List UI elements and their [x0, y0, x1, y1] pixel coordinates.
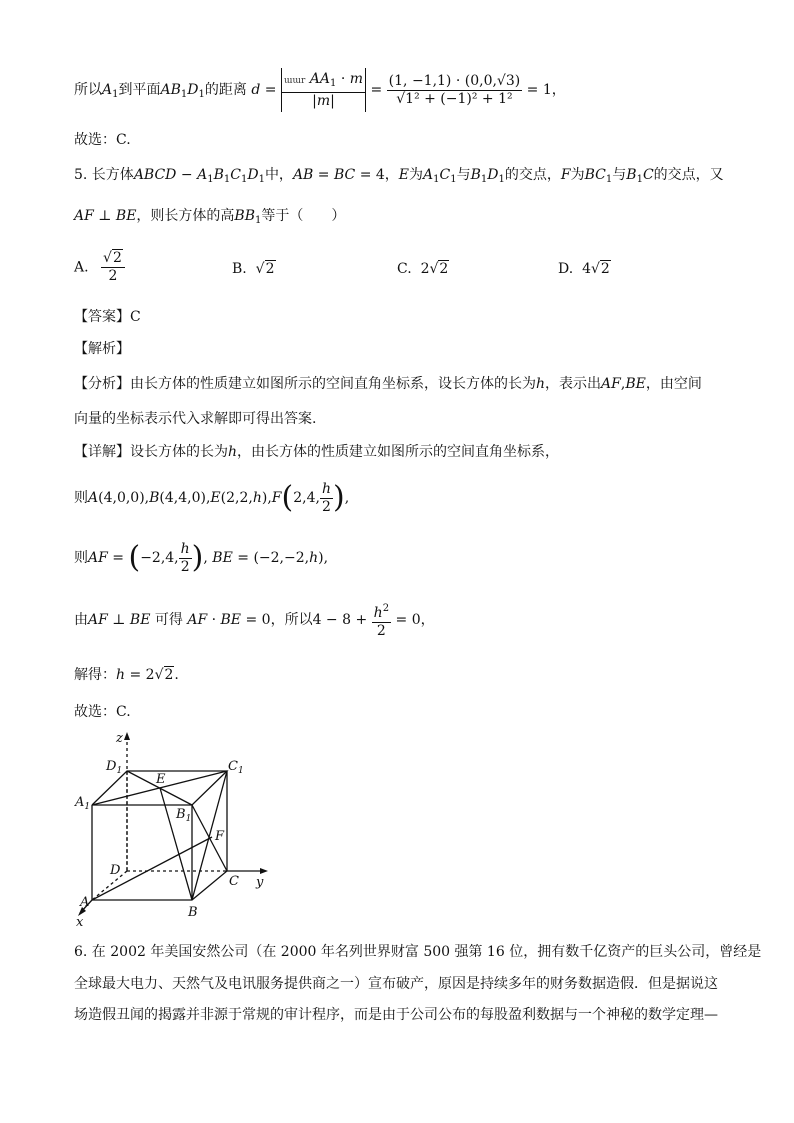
coords-line: 则A(4,0,0),B(4,4,0),E(2,2,h),F(2,4, $\frac{h}{2}$ ), — [74, 480, 350, 515]
svg-text:A: A — [80, 895, 90, 910]
svg-text:F: F — [215, 829, 225, 844]
svg-text:C1: $C_1$ — [228, 759, 244, 776]
svg-text:B1: $B_1$ — [176, 807, 192, 824]
distance-line: 所以$A_1$到平面$AB_1D_1$的距离 d = $\frac{ɯɯr AA_1 \cdot m}{|m|}$ = $\frac{(1, -1,1) \cdot (0,0,√3)}{\text{√1² + (−1)² + 1²}}$ = 1， — [74, 62, 566, 118]
fenxi-line-1: 【分析】由长方体的性质建立如图所示的空间直角坐标系，设长方体的长为h，表示出AF,BE，由空间 — [74, 376, 702, 392]
distance-value-fraction: $\frac{(1, -1,1) \cdot (0,0,√3)}{\text{√1² + (−1)² + 1²}}$ — [388, 72, 521, 107]
xiangjie-line: 【详解】设长方体的长为h，由长方体的性质建立如图所示的空间直角坐标系， — [74, 444, 560, 460]
svg-text:D: D — [110, 863, 121, 878]
option-a[interactable]: A. $\frac{√2}{2}$ — [74, 250, 125, 285]
svg-text:A1: $A_1$ — [75, 795, 91, 812]
analysis-tag: 【解析】 — [74, 341, 130, 357]
question-5-line-2: AF ⊥ BE，则长方体的高$BB_1$等于（ ） — [74, 208, 346, 226]
svg-text:z: z — [116, 731, 123, 746]
svg-text:E: E — [156, 772, 166, 787]
vectors-line: 则AF = (−2,4, $\frac{h}{2}$ ), BE = (−2,−2,h), — [74, 540, 329, 575]
question-6-line-3: 场造假丑闻的揭露并非源于常规的审计程序，而是由于公司公布的每股盈利数据与一个神秘的数学定理— — [74, 1007, 718, 1023]
fenxi-line-2: 向量的坐标表示代入求解即可得出答案. — [74, 411, 317, 427]
option-b[interactable]: B. √2 — [232, 261, 275, 277]
distance-fraction: $\frac{ɯɯr AA_1 \cdot m}{|m|}$ — [283, 70, 364, 109]
answer-prev: 故选：C. — [74, 132, 131, 148]
svg-text:B: B — [188, 905, 198, 920]
perp-line: 由AF ⊥ BE 可得 AF · BE = 0，所以4 − 8 + $\frac{h^2}{2}$ = 0， — [74, 600, 435, 640]
answer-final: 故选：C. — [74, 704, 131, 720]
question-6-line-1: 6. 在 2002 年美国安然公司（在 2000 年名列世界财富 500 强第 16 位，拥有数千亿资产的巨头公司，曾经是 — [74, 944, 762, 960]
cuboid-figure — [72, 728, 272, 928]
question-5-line-1: 5. 长方体ABCD − $A_1B_1C_1D_1$中，AB = BC = 4，E为$A_1C_1$与$B_1D_1$的交点，F为$BC_1$与$B_1C$的交点，又 — [74, 167, 724, 185]
svg-text:D1: $D_1$ — [106, 759, 123, 776]
svg-text:y: y — [256, 875, 264, 890]
svg-text:C: C — [229, 874, 239, 889]
solve-line: 解得：h = 2√2. — [74, 667, 179, 683]
question-6-line-2: 全球最大电力、天然气及电讯服务提供商之一）宣布破产，原因是持续多年的财务数据造假．但是据说这 — [74, 976, 718, 992]
answer-section: 【答案】C — [74, 308, 141, 325]
option-c[interactable]: C. 2√2 — [397, 261, 449, 277]
option-d[interactable]: D. 4√2 — [558, 261, 610, 277]
svg-text:x: x — [76, 915, 84, 928]
